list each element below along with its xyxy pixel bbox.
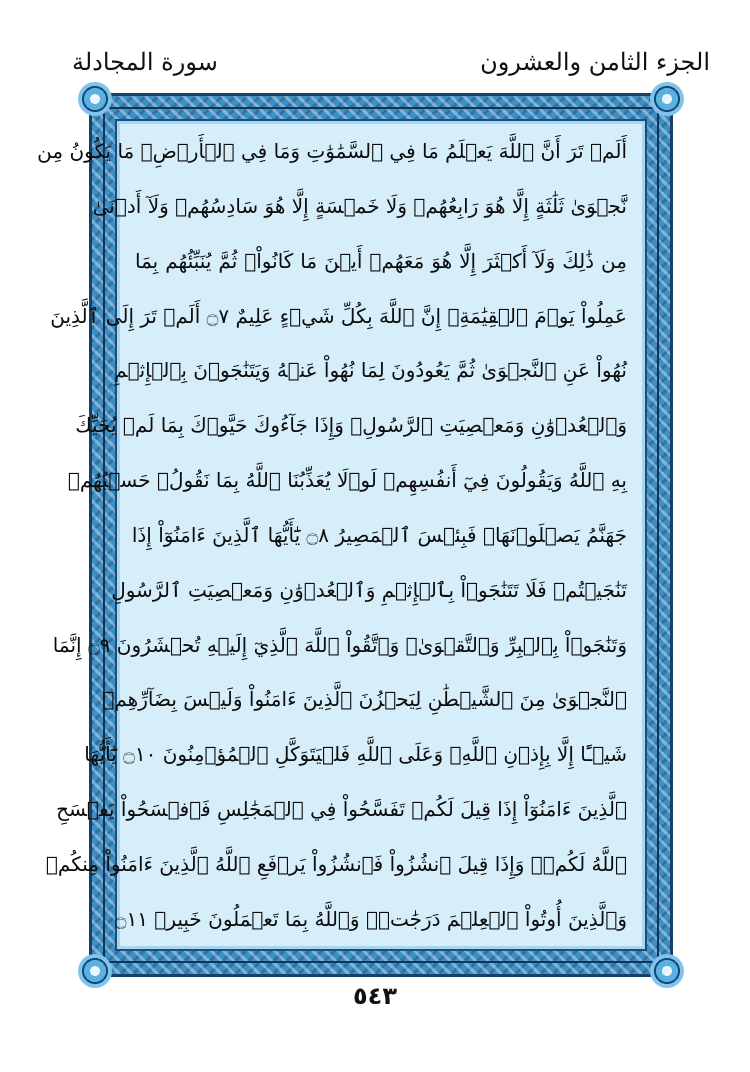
verse-line-2: نَّجۡوَىٰ ثَلَٰثَةٍ إِلَّا هُوَ رَابِعُهُمۡ وَلَا خَمۡسَةٍ إِلَّا هُوَ سَادِسُهُمۡ وَلَآ أَدۡنَىٰ	[92, 193, 627, 218]
verse-line-14: ٱللَّهُ لَكُمۡۖ وَإِذَا قِيلَ ٱنشُزُواْ فَٱنشُزُواْ يَرۡفَعِ ٱللَّهُ ٱلَّذِينَ ءَامَنُواْ مِنكُمۡ	[45, 851, 627, 876]
verse-line-10: وَتَنَٰجَوۡاْ بِٱلۡبِرِّ وَٱلتَّقۡوَىٰۖ وَٱتَّقُواْ ٱللَّهَ ٱلَّذِيٓ إِلَيۡهِ تُحۡشَرُونَ ۝٩ إِنَّمَا	[52, 632, 627, 657]
verse-line-9: تَنَٰجَيۡتُمۡ فَلَا تَتَنَٰجَوۡاْ بِٱلۡإِثۡمِ وَٱلۡعُدۡوَٰنِ وَمَعۡصِيَتِ ٱلرَّسُولِ	[111, 577, 627, 602]
surah-title: سورة المجادلة	[72, 48, 218, 76]
verse-line-4: عَمِلُواْ يَوۡمَ ٱلۡقِيَٰمَةِۚ إِنَّ ٱللَّهَ بِكُلِّ شَيۡءٍ عَلِيمٌ ۝٧ أَلَمۡ تَرَ إِلَى ٱلَّذِينَ	[50, 303, 627, 328]
verse-line-5: نُهُواْ عَنِ ٱلنَّجۡوَىٰ ثُمَّ يَعُودُونَ لِمَا نُهُواْ عَنۡهُ وَيَتَنَٰجَوۡنَ بِٱلۡإِثۡمِ	[114, 358, 627, 383]
verse-line-6: وَٱلۡعُدۡوَٰنِ وَمَعۡصِيَتِ ٱلرَّسُولِۖ وَإِذَا جَآءُوكَ حَيَّوۡكَ بِمَا لَمۡ يُحَيِّكَ	[75, 413, 627, 438]
verse-line-1: أَلَمۡ تَرَ أَنَّ ٱللَّهَ يَعۡلَمُ مَا فِي ٱلسَّمَٰوَٰتِ وَمَا فِي ٱلۡأَرۡضِۖ مَا يَكُونُ مِن	[37, 139, 627, 163]
page-header	[72, 42, 710, 82]
verse-line-13: ٱلَّذِينَ ءَامَنُوٓاْ إِذَا قِيلَ لَكُمۡ تَفَسَّحُواْ فِي ٱلۡمَجَٰلِسِ فَٱفۡسَحُواْ يَفۡسَحِ	[56, 797, 627, 822]
verse-line-8: جَهَنَّمُ يَصۡلَوۡنَهَاۖ فَبِئۡسَ ٱلۡمَصِيرُ ۝٨ يَٰٓأَيُّهَا ٱلَّذِينَ ءَامَنُوٓاْ إِذَا	[131, 522, 627, 547]
verse-line-11: ٱلنَّجۡوَىٰ مِنَ ٱلشَّيۡطَٰنِ لِيَحۡزُنَ ٱلَّذِينَ ءَامَنُواْ وَلَيۡسَ بِضَآرِّهِمۡ	[102, 687, 627, 712]
verse-lines	[37, 131, 627, 939]
corner-ornament-icon	[650, 82, 684, 116]
verse-line-15: وَٱلَّذِينَ أُوتُواْ ٱلۡعِلۡمَ دَرَجَٰتٖۚ وَٱللَّهُ بِمَا تَعۡمَلُونَ خَبِيرٞ ۝١١	[114, 906, 627, 931]
page-number: ٥٤٣	[353, 982, 397, 1010]
verse-line-12: شَيۡـًٔا إِلَّا بِإِذۡنِ ٱللَّهِۚ وَعَلَى ٱللَّهِ فَلۡيَتَوَكَّلِ ٱلۡمُؤۡمِنُونَ ۝١٠ يَٰٓأَيُّهَا	[84, 742, 627, 767]
corner-ornament-icon	[78, 82, 112, 116]
juz-title: الجزء الثامن والعشرون	[480, 48, 710, 76]
text-panel	[37, 119, 647, 951]
verse-line-7: بِهِ ٱللَّهُ وَيَقُولُونَ فِيٓ أَنفُسِهِمۡ لَوۡلَا يُعَذِّبُنَا ٱللَّهُ بِمَا نَقُولُۚ حَسۡبُهُمۡ	[67, 468, 627, 493]
verse-line-3: مِن ذَٰلِكَ وَلَآ أَكۡثَرَ إِلَّا هُوَ مَعَهُمۡ أَيۡنَ مَا كَانُواْۖ ثُمَّ يُنَبِّئُهُم بِمَا	[135, 248, 627, 273]
